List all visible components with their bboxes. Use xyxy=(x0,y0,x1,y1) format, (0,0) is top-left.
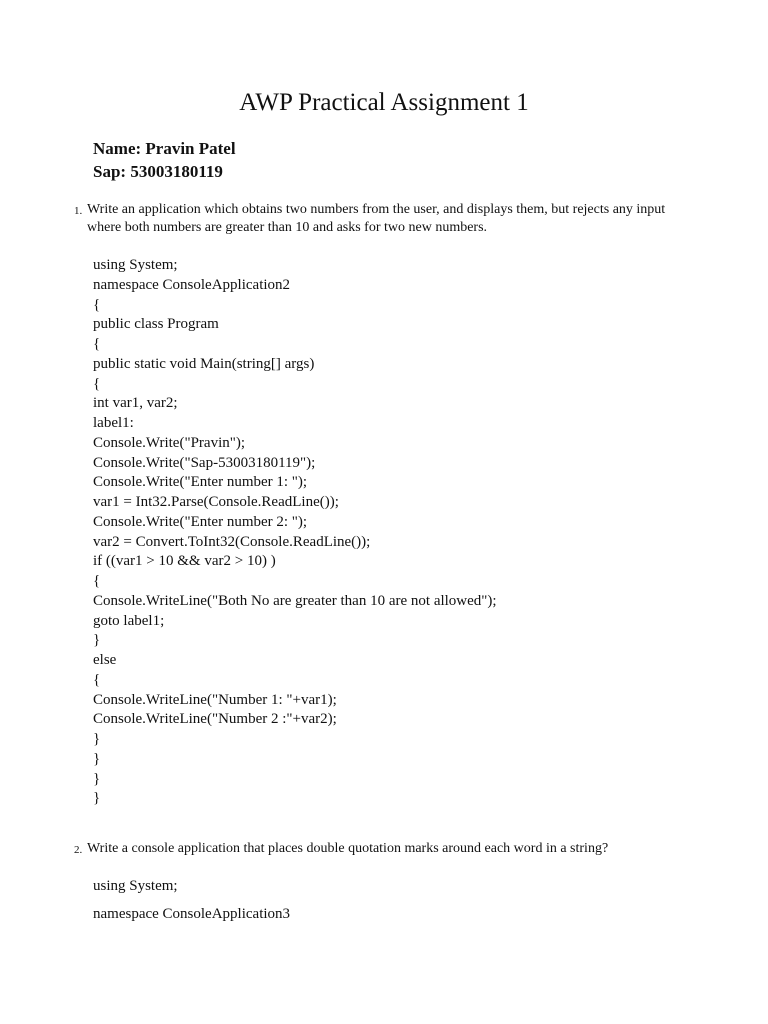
code-line: var2 = Convert.ToInt32(Console.ReadLine()); xyxy=(93,533,371,550)
question-number: 1. xyxy=(74,205,83,217)
code-line: { xyxy=(93,375,101,392)
author-name: Name: Pravin Patel xyxy=(93,139,236,158)
code-line: { xyxy=(93,573,101,589)
code-line: goto label1; xyxy=(93,612,165,629)
question-number: 2. xyxy=(74,844,83,856)
code-line: if ((var1 > 10 && var2 > 10) ) xyxy=(93,553,276,570)
code-line: using System; xyxy=(93,878,178,894)
code-line: Console.Write("Enter number 1: "); xyxy=(93,474,308,491)
code-line: public class Program xyxy=(93,316,219,333)
code-line: label1: xyxy=(93,415,134,431)
code-line: } xyxy=(93,790,101,807)
code-line: Console.Write("Sap-53003180119"); xyxy=(93,454,316,471)
code-line: } xyxy=(93,632,101,649)
code-line: { xyxy=(93,671,101,688)
document-title: AWP Practical Assignment 1 xyxy=(239,89,529,116)
code-line: { xyxy=(93,296,101,313)
code-line: namespace ConsoleApplication2 xyxy=(93,276,291,293)
code-line: var1 = Int32.Parse(Console.ReadLine()); xyxy=(93,494,339,510)
question-text: Write a console application that places double quotation marks around each word in a string? xyxy=(87,841,609,856)
author-sap-id: Sap: 53003180119 xyxy=(93,162,223,181)
code-line: using System; xyxy=(93,257,178,273)
code-line: public static void Main(string[] args) xyxy=(93,355,315,372)
code-line: } xyxy=(93,731,101,747)
code-block xyxy=(93,877,290,925)
code-line: Console.WriteLine("Number 2 :"+var2); xyxy=(93,711,337,728)
code-line: Console.WriteLine("Both No are greater than 10 are not allowed"); xyxy=(93,592,497,609)
code-line: } xyxy=(93,770,101,787)
code-line: else xyxy=(93,652,117,668)
code-line: namespace ConsoleApplication3 xyxy=(93,905,291,922)
code-line: Console.Write("Enter number 2: "); xyxy=(93,513,308,530)
code-line: } xyxy=(93,750,101,767)
code-line: int var1, var2; xyxy=(93,395,178,412)
code-line: { xyxy=(93,336,101,352)
code-line: Console.WriteLine("Number 1: "+var1); xyxy=(93,691,337,708)
question-text: Write an application which obtains two numbers from the user, and displays them, but rejects any input where both numbers are greater than 10 and asks for two new numbers. xyxy=(87,202,666,235)
code-block xyxy=(93,256,497,809)
code-line: Console.Write("Pravin"); xyxy=(93,434,246,451)
